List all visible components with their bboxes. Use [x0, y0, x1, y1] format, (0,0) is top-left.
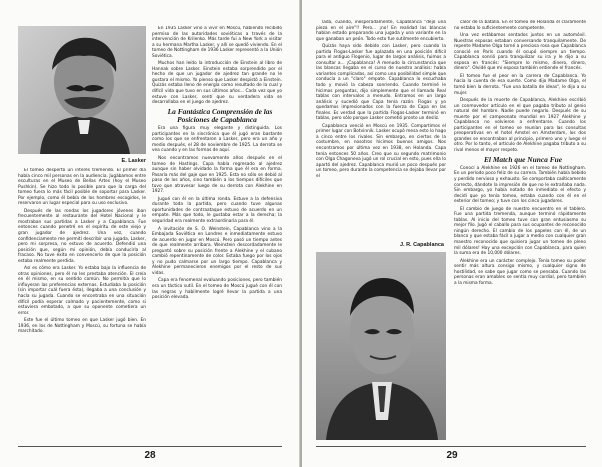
right-page: [302, 0, 602, 467]
paragraph: El cambio de juego de nuestro encuentro en el tablero. Fue una partida tremenda, aunque terminó rápidamente tablas. Al inicio del tomeo tuve con gran entusiasmo su mejor filo. Jugó el caballo para sus ocupantes de reconocido ningún derecho. El cambio de los papeles con él, de un blanco y que estaba fácil a jugar a medio con cualquier gran maestro reconocido que quisiera jugar un tomeo de pleno mil dólares! Hay una excepción con Capablanca, para quien la suma era de 10,000 dólares.: [454, 206, 586, 257]
paragraph: Alekhine era un carácter complejo. Tenía tomeo su poder sentir más altura consigo mismo, y cualquier signo de hostilidad, se sabe que jugar como se pensaba. Cuando las personas eran amables se sentía muy cordial, pero también a la misma forma.: [454, 258, 586, 286]
paragraph: Después de la muerte de Capablanca, Alekhine escribió un conmovedor artículo en el que pagaba tributo al genio natural del hombre. Nadie puede negarlo. Después de su muerte por el campeonato mundial en 1927 Alekhine y Capablanca no volvieron a enfrentarse. Cuando los participantes en el tomeo se reunían para las consultas preoperativas en el hotel Amstel en Amsterdam, los dos grandes se encontraban al principio, primero uno y luego el otro. Por lo tanto, el artículo de Alekhine pagaba tributo a su rival menos el mayor respeto.: [454, 98, 586, 154]
section-title: La Fantástica Comprensión de las Posiciones de Capablanca: [167, 106, 273, 124]
paragraph: Capablanca venció en Moscú en 1935. Compartimos el primer lugar con Botvinnik. Lasker ocupó mesa esto lo hago a cinco entre los rivales. Sin embargo, en ciertos de la costumbre, en nosotros hicimos buenos amigos. Nos encontramos por última vez en 1938, en Holanda. Capa tenía entonces 50 años. Creo que su segundo matrimonio con Olga Chagoneva jugó un rol crucial en esto, pues ella lo apartó del ajedrez. Capablanca murió un poco después por un tomeo, pero durante la competencia se dejaba llevar por el: [316, 123, 446, 179]
paragraph: Una vez estábamos sentados juntos en un automóvil. Nuestras esposas estaban conversando tranquilamente. De repente Madame Olga torné a preciosa rosa que Capablanca conoció en París cuando él ocupó siempre un tiempo. Capablanca sonrió para tranquilizar su ira y le dijo a su esposa en francés: "Siempre lo mismo, dinero, dinero, dinero". Olvidé que mi esposa también entiende el francés.: [454, 33, 586, 72]
paragraph: Jugué con él en la última ronda. Estuve a la defensiva durante toda la partida, pero cuando tuve algunas oportunidades de contraataque estuvo de acuerdo en un empate. Más que todo, le gustaba estar a la derecha; la seguridad era realmente extraordinaria para él.: [152, 196, 282, 224]
left-column-a: [18, 168, 146, 440]
lasker-caption: E. Lasker: [121, 158, 146, 164]
capablanca-portrait-image: [316, 252, 446, 440]
paragraph: Conocí a Alekhine en 1926 en el tomeo de Nottingham. En un período poco feliz de su carrera. También había bebido y perdido nervioso y exhausto. Se comportaba caóticamente correcto, dándote la impresión de que no le extrañaba nada. Sin embargo, yo había notado de inmediato el efecto y decidí que yo tenía tomeo, estaba cuando con él en el exterior del tomeo; y tuve con los cinco jugadores.: [454, 165, 586, 205]
page-number-right: 29: [446, 450, 458, 461]
paragraph: lada, cuando, inesperadamente, Capablanca "dejó una pieza en el aire"!! Pero... ¡no! En realidad las blancas habían estado preparando una jugada y una variante en la que ganaban un peón. Todo esto fue sutilmente encubierto.: [316, 20, 446, 42]
paragraph: El tomeo fue el peor en la carrera de Capablanca. Yo hacía la cuenta de esa suerte. Como dijo Madame Olga, el tomó bien la derrota. "Fue una batalla de ideas", le dijo a su mujer.: [454, 73, 586, 96]
left-page-rule: [18, 446, 282, 447]
capablanca-caption: J. R. Capablanca: [399, 242, 444, 248]
paragraph: Nos encontramos nuevamente años después en el tomeo de Hastings. Capa había regresado al ajedrez aunque sin haber olvidado la forma que él era en forma. Pasaría más del gaje que en 1925. Esta no sólo se debió al paso de los años, sino también a los tiempos difíciles que tuvo que atravesar luego de su derrota con Alekhine en 1927.: [152, 155, 282, 195]
section-title: El Match que Nunca Fue: [483, 154, 563, 164]
page-number-left: 28: [144, 450, 156, 461]
capablanca-portrait: [316, 252, 446, 440]
right-column-b: [454, 20, 586, 440]
paragraph: calor de la batalla. En el tomeo de Holanda él claramente no estaba lo suficientemente competente.: [454, 20, 586, 31]
paragraph: Este fue el último tomeo en que Lasker jugó bien. En 1936, en los de Nottingham y Moscú, su fortuna se había marchitado.: [18, 318, 146, 335]
paragraph: A invitación de S. O. Weinstein, Capablanca vino a la Embajada Soviética en Londres e inmediatamente estuvo de acuerdo en jugar en Moscú. Pero pasó un tiempo antes de que realmente arribara. Weinstein descordadamente le preguntó sobre su posición frente a Alekhine y el cubano cambió repentinamente de color. Estaba fuego por los ojos y no pudo calmarse por un largo tiempo. Capablanca y Alekhine permanecieron enemigos por el resto de sus vidas.: [152, 226, 282, 276]
left-page: [0, 0, 300, 467]
lasker-portrait-image: [18, 26, 146, 154]
left-column-b: [152, 26, 282, 440]
right-column-a: [316, 20, 446, 240]
paragraph: En 1935 Lasker vino a vivir en Moscú, habiendo recibido permiso de las autoridades soviéticas a través de la intervención de Krilenko. Más tarde fui a New York a visitar a su hermana Martha Lasker, y allí se quedó viviendo. En el tomeo de Nottingham de 1936 Lasker representó a la Unión Soviética.: [152, 26, 282, 59]
paragraph: El tomeo despertó un interés tremendo. El primer día había cinco mil personas en la audiencia. Jugábamos entre esculturas en el Museo de Bellas Artes (hoy el Museo Pushkin). Se hizo todo lo posible para que la carga del tomeo fuera lo más fácil posible de soportar para Lasker. Por ejemplo, como él bebía de los hombres escogidos, le reservaron un lugar especial para su uso exclusivo.: [18, 168, 146, 207]
lasker-portrait: [18, 26, 146, 154]
paragraph: Quizás haya sido debido con Lasker, pero cuando la partida Flogas-Lasker fue aplazada en una posición difícil para el antiguo Flogenio, lugar de largos análisis, fuimos a consultar a... ¡Capablanca! A menudo la circunstancia que las blancas llegaba en el curso de nuestro análisis: había variantes complicadas, así como una posibilidad simple que conducía a un "claro" empate. Capablanca lo escuchaba todo y movió la cabeza sonriendo. Cuando terminé le hicimos preguntas, dijo simplemente que el llamado Real tablas con intervalos a menudo. Entramos en un largo análisis y sucedió que Capa tenía razón. Flogas y yo quedamos impresionados con la fuerza de Capa en las finales. Es verdad que la partida Flogas-Lasker terminó en tablas, pero sólo porque Lasker cometió pronto un desliz.: [316, 44, 446, 122]
paragraph: Así es cómo era Lasker. Yo estaba bajo la influencia de otras opiniones, pero él no les prestaba atención. El creía en él mismo, en su sentido común. No permitía que lo influyeran las preferencias externas. Estudiaba la posición (sin importar cuál fuera ésta), llegaba a una conclusión y hacía su jugada. Cuando se encontraba en una situación difícil podía esperar calmado y pacientemente, como si estuviera embotado, a que su oponente cometiera un error.: [18, 266, 146, 316]
paragraph: Era una figura muy elegante y distinguida. Los participantes en la sincrónica que él jugó eran bastante como los que se enfrentaron a Lasker, pero era un año y medio después, el 28 de noviembre de 1925. La derrota se vea cuando y en las formas de aquí.: [152, 126, 282, 154]
paragraph: Después de las rondas los jugadores jóvenes iban frecuentemente al restaurante del Hotel Nacional y le mostraban sus partidas a Lasker y a Capablanca. Fue entonces cuando penetré en el espíritu de este viejo y gran jugador de ajedrez. Una vez, cuando confidenciamente me permití describir una jugada, Lasker, pero mi sorpresa, no estuvo de acuerdo. Defendió una posición que, según mi opinión, debía conducirla al fracaso. No tuve éxito en convencerlo de que la posición estaba realmente perdida.: [18, 208, 146, 264]
paragraph: Capa era fenomenal evaluando posiciones, pero también era un táctico sutil. En el tomeo de Moscú jugué con él con las negras y habilmente logré llevar la partida a una posición elevada.: [152, 278, 282, 301]
paragraph: Muchos han leído la introducción de Einstein al libro de Hannak sobre Lasker. Einstein estaba sorprendido por el hecho de que un jugador de ajedrez tan grande no le gustara el mismo. Yo pienso que Lasker despistó a Einstein. Quizás estaba lleno de energía como resultado de la cual y difícil vida que tuvo en sus últimos años... Cada vez que yo estuve con Lasker, sentí que su verdadera vida se desarrollaba en el juego de ajedrez.: [152, 61, 282, 106]
right-page-rule: [316, 446, 586, 447]
